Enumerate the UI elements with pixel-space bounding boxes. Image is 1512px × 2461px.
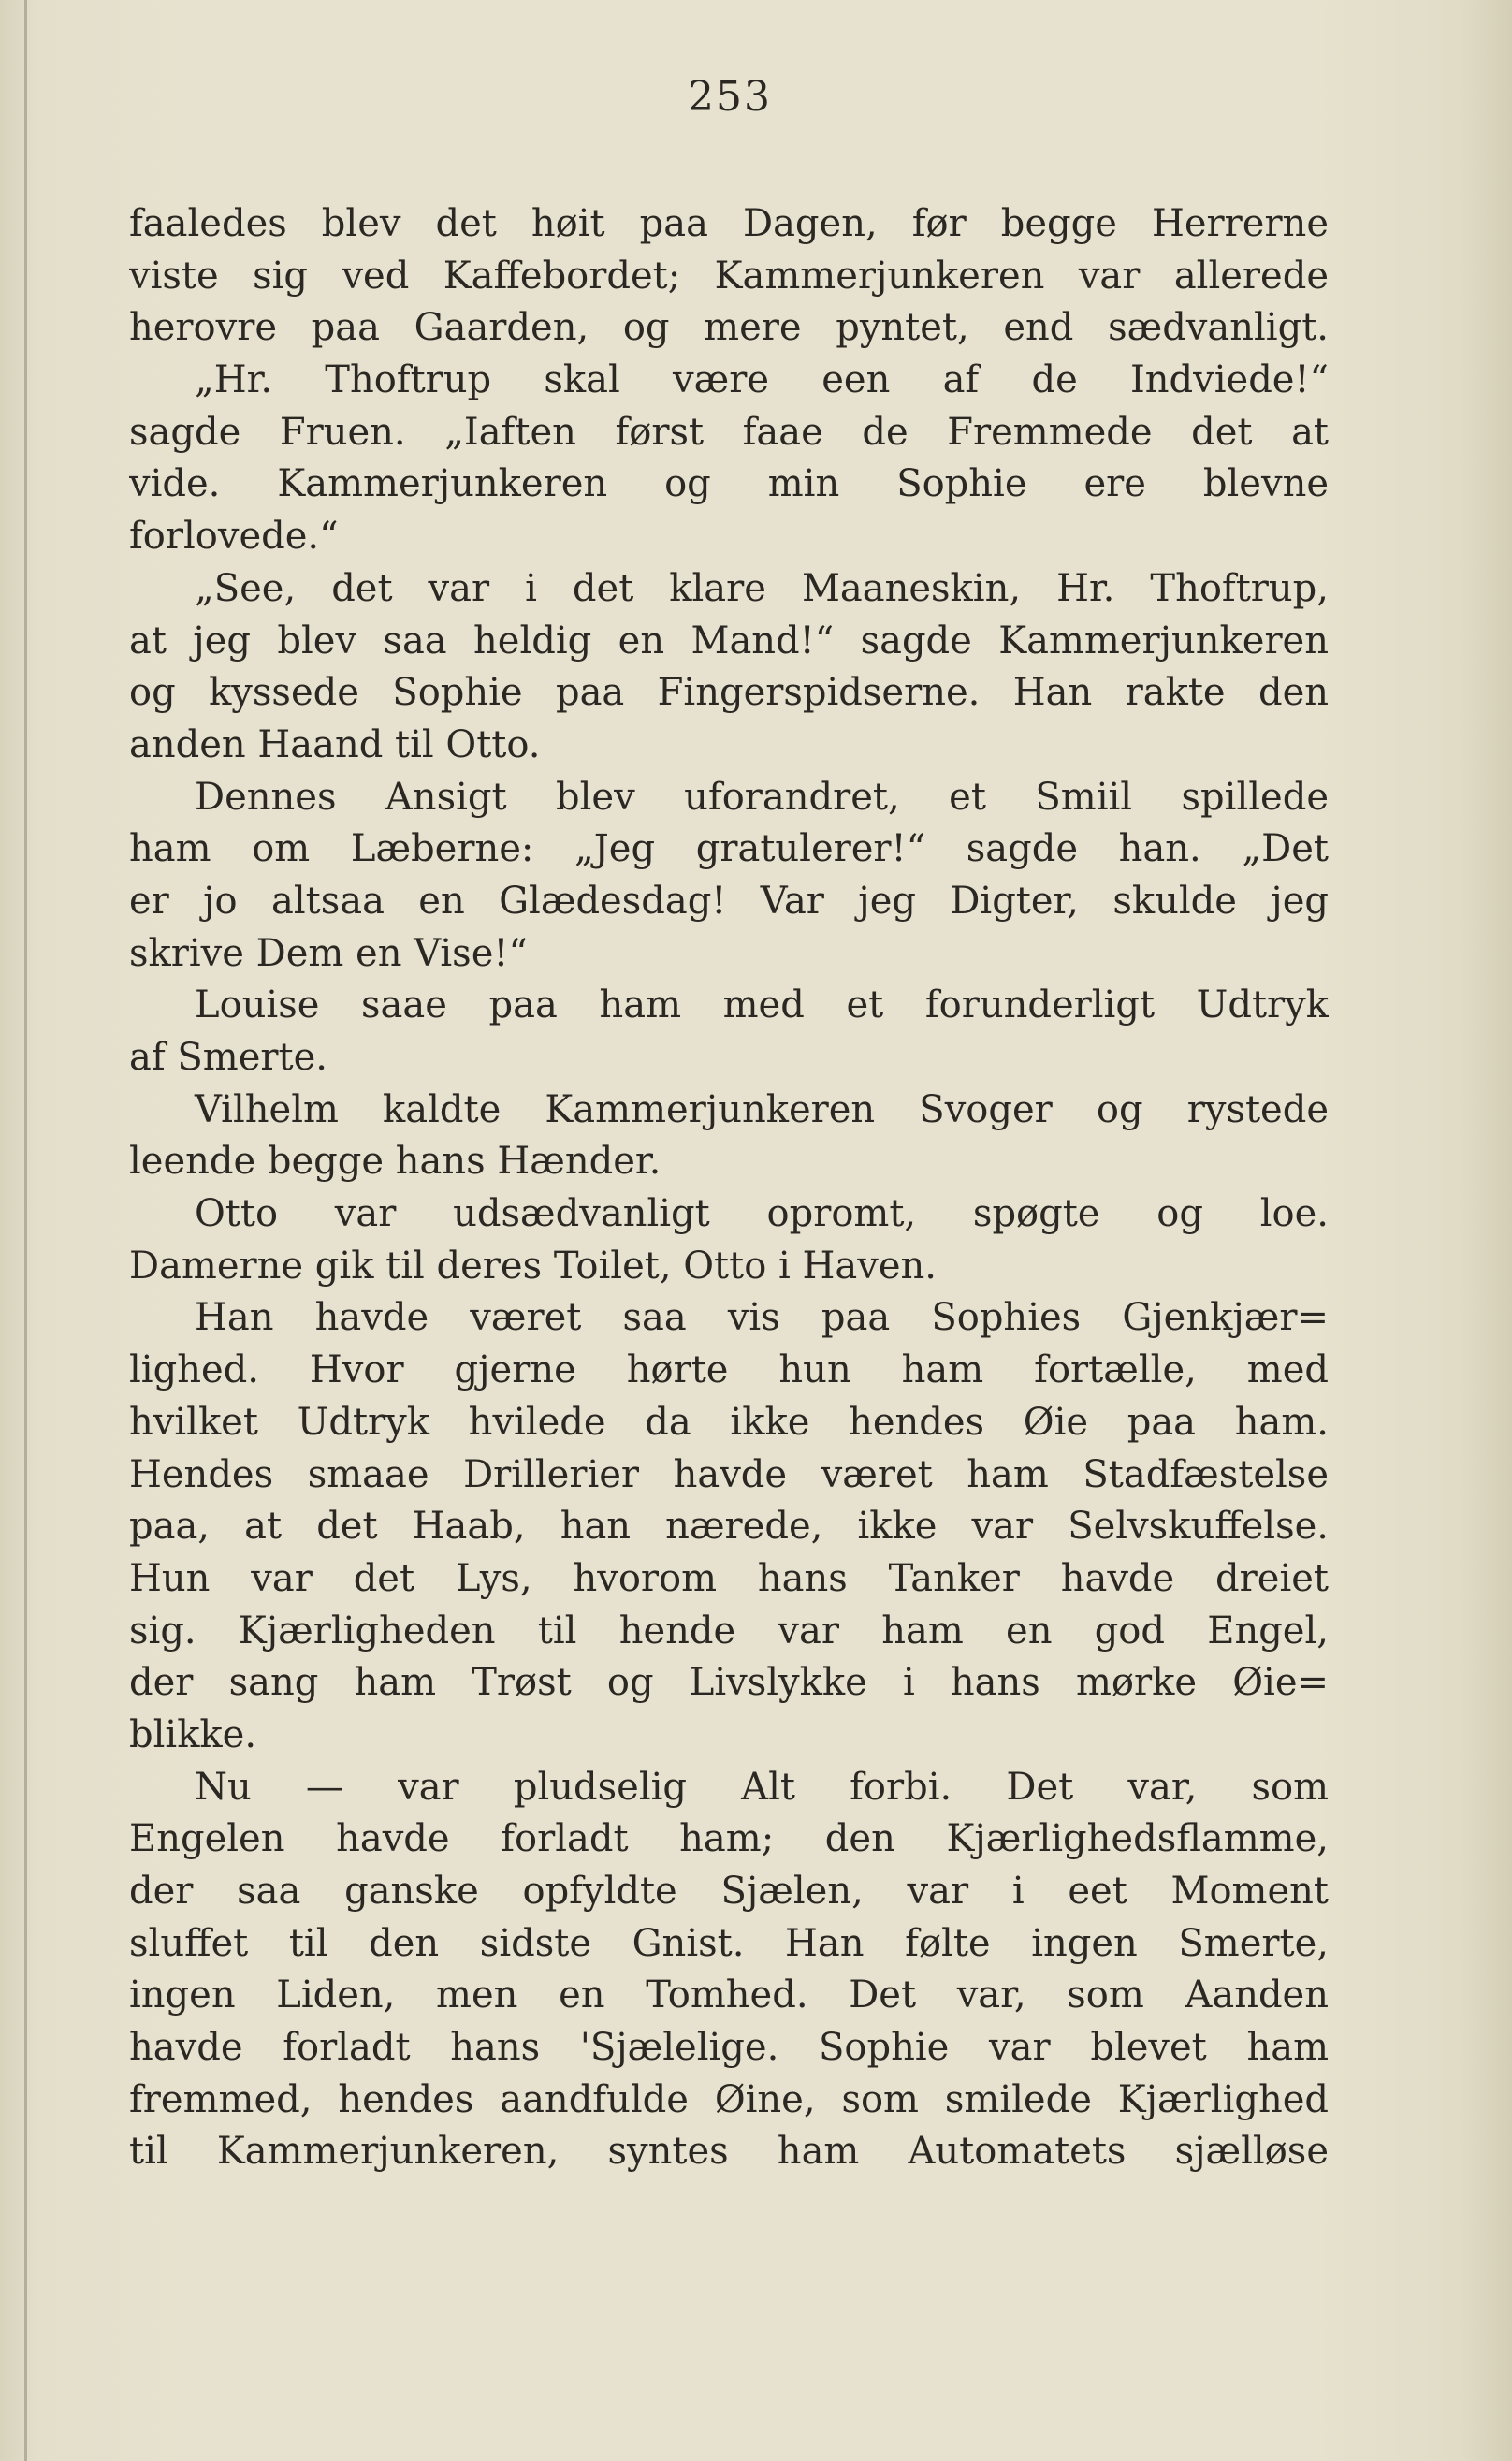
text-line: Damerne gik til deres Toilet, Otto i Haven. [129, 1244, 937, 1288]
text-line: af Smerte. [129, 1036, 327, 1079]
body-text [129, 198, 1329, 2178]
text-line: sig. Kjærligheden til hende var ham en god Engel, [129, 1609, 1329, 1653]
text-line: sluffet til den sidste Gnist. Han følte ingen Smerte, [129, 1921, 1329, 1965]
text-line: og kyssede Sophie paa Fingerspidserne. Han rakte den [129, 671, 1329, 715]
text-line: blikke. [129, 1712, 257, 1756]
text-line: fremmed, hendes aandfulde Øine, som smilede Kjærlighed [129, 2077, 1329, 2121]
text-line: leende begge hans Hænder. [129, 1140, 662, 1184]
text-line: Nu — var pludselig Alt forbi. Det var, som [195, 1765, 1329, 1809]
text-line: forlovede.“ [129, 515, 339, 559]
text-line: Engelen havde forladt ham; den Kjærlighedsflamme, [129, 1817, 1329, 1861]
text-line: Dennes Ansigt blev uforandret, et Smiil spillede [195, 775, 1329, 819]
text-line: paa, at det Haab, han nærede, ikke var Selvskuffelse. [129, 1505, 1329, 1549]
text-line: viste sig ved Kaffebordet; Kammerjunkeren var allerede [129, 254, 1329, 298]
text-line: der saa ganske opfyldte Sjælen, var i eet Moment [129, 1870, 1329, 1913]
text-line: er jo altsaa en Glædesdag! Var jeg Digter, skulde jeg [129, 879, 1329, 923]
text-line: at jeg blev saa heldig en Mand!“ sagde Kammerjunkeren [129, 619, 1329, 663]
text-line: „Hr. Thoftrup skal være een af de Indviede!“ [195, 358, 1329, 402]
text-line: Louise saae paa ham med et forunderligt Udtryk [195, 983, 1329, 1027]
text-line: hvilket Udtryk hvilede da ikke hendes Øie paa ham. [129, 1400, 1329, 1444]
text-line: ham om Læberne: „Jeg gratulerer!“ sagde han. „Det [129, 827, 1329, 871]
text-line: anden Haand til Otto. [129, 722, 541, 766]
text-line: vide. Kammerjunkeren og min Sophie ere blevne [129, 462, 1329, 506]
text-line: sagde Fruen. „Iaften først faae de Fremmede det at [129, 410, 1329, 454]
text-line: faaledes blev det høit paa Dagen, før begge Herrerne [129, 202, 1329, 245]
text-line: lighed. Hvor gjerne hørte hun ham fortælle, med [129, 1348, 1329, 1392]
text-line: havde forladt hans 'Sjælelige. Sophie var blevet ham [129, 2026, 1329, 2070]
text-line: herovre paa Gaarden, og mere pyntet, end sædvanligt. [129, 306, 1329, 350]
text-line: skrive Dem en Vise!“ [129, 931, 528, 975]
binding-edge [24, 0, 27, 2461]
text-line: Hendes smaae Drillerier havde været ham Stadfæstelse [129, 1452, 1329, 1496]
text-line: Vilhelm kaldte Kammerjunkeren Svoger og rystede [195, 1087, 1329, 1131]
text-line: ingen Liden, men en Tomhed. Det var, som Aanden [129, 1973, 1329, 2017]
text-line: der sang ham Trøst og Livslykke i hans mørke Øie= [129, 1661, 1329, 1705]
text-line: Hun var det Lys, hvorom hans Tanker havde dreiet [129, 1556, 1329, 1600]
text-line: til Kammerjunkeren, syntes ham Automatets sjælløse [129, 2130, 1329, 2174]
text-line: Otto var udsædvanligt opromt, spøgte og loe. [195, 1192, 1329, 1236]
text-line: Han havde været saa vis paa Sophies Gjenkjær= [195, 1296, 1329, 1340]
text-line: „See, det var i det klare Maaneskin, Hr. Thoftrup, [195, 566, 1329, 610]
page-number: 253 [688, 73, 772, 121]
